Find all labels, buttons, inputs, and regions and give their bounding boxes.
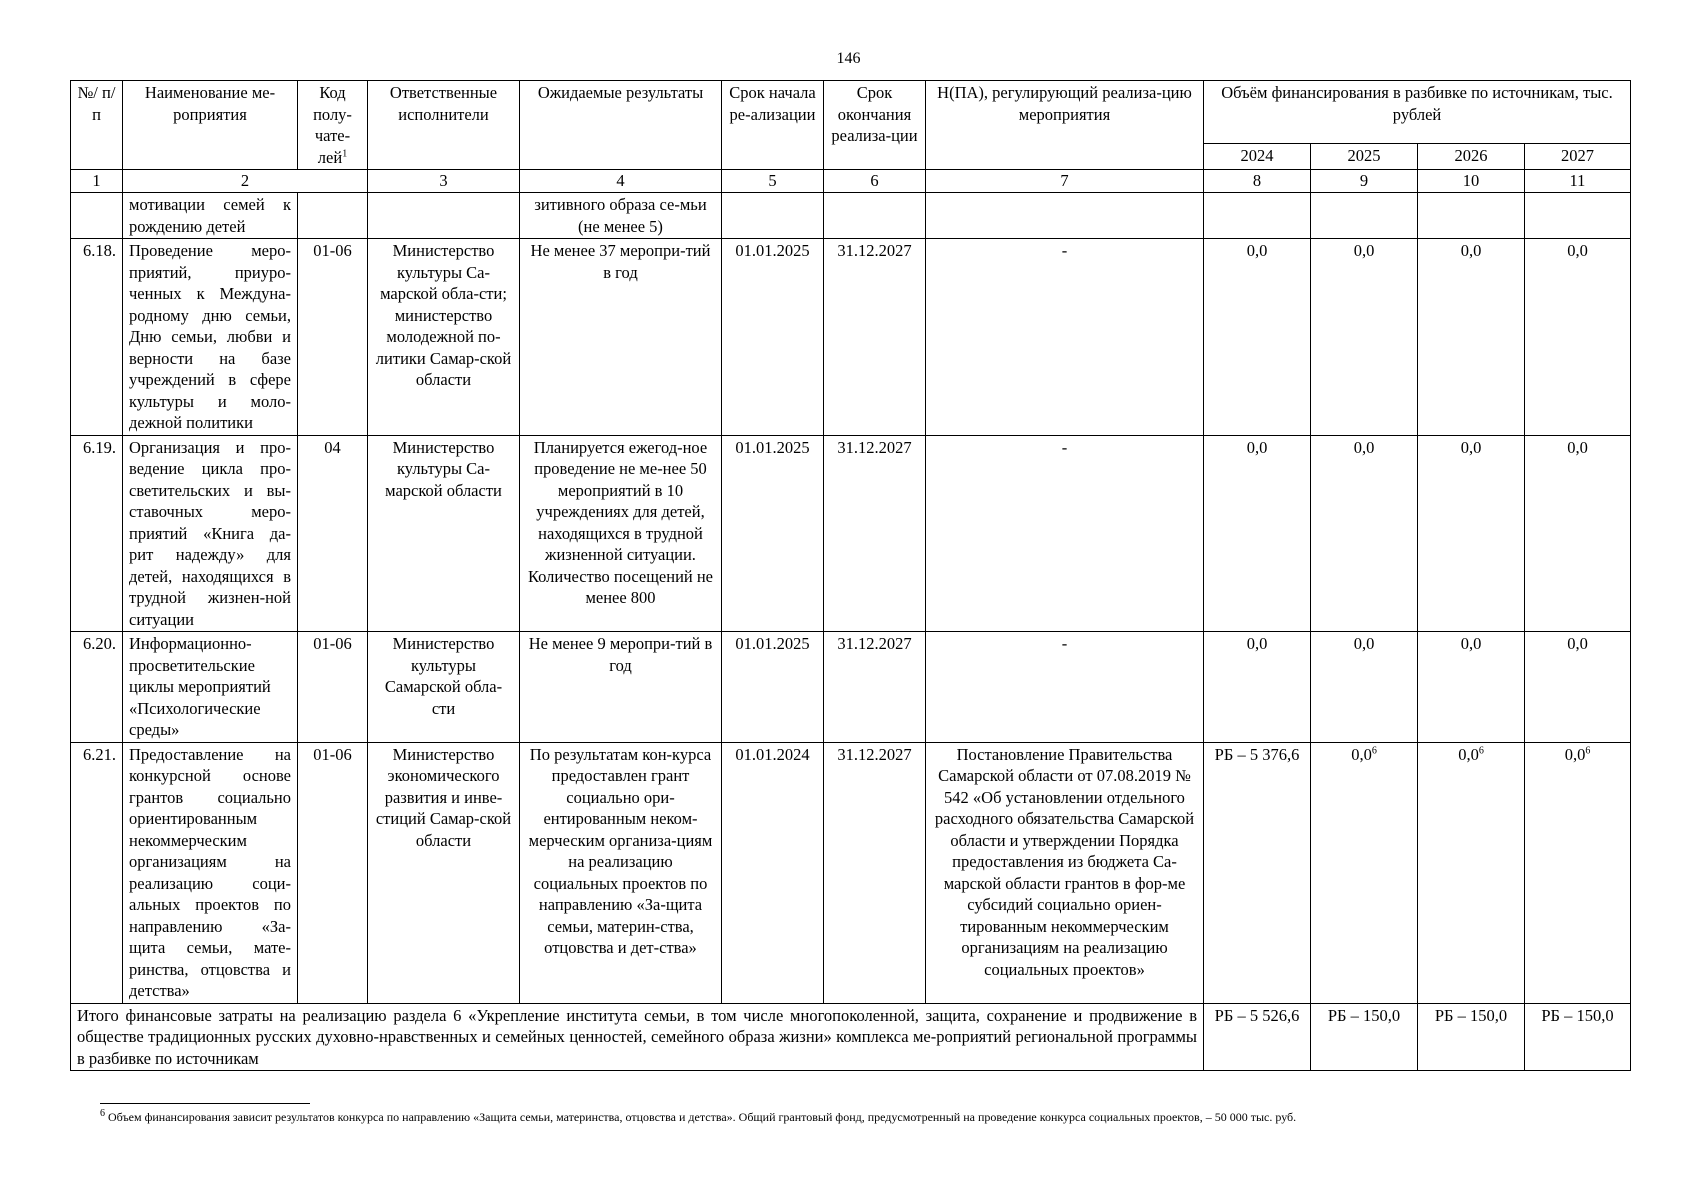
cell-num: 6.21. (71, 742, 123, 1003)
cell-2026: 0,0 (1418, 435, 1525, 632)
total-2027: РБ – 150,0 (1525, 1003, 1631, 1071)
header-name: Наименование ме-роприятия (123, 81, 298, 170)
cell-2025 (1311, 193, 1418, 239)
cell-2024: 0,0 (1204, 239, 1311, 436)
total-2024: РБ – 5 526,6 (1204, 1003, 1311, 1071)
cell-2025: 0,0 (1311, 632, 1418, 743)
header-start: Срок начала ре-ализации (722, 81, 824, 170)
header-code-footnote-mark: 1 (342, 148, 348, 159)
cell-end: 31.12.2027 (824, 632, 926, 743)
header-end: Срок окончания реализа-ции (824, 81, 926, 170)
cell-num: 6.20. (71, 632, 123, 743)
cell-2027 (1525, 742, 1631, 1003)
cell-npa: - (926, 632, 1204, 743)
header-2025: 2025 (1311, 144, 1418, 170)
cell-2024: РБ – 5 376,6 (1204, 742, 1311, 1003)
cell-start (722, 193, 824, 239)
footnote-number: 6 (100, 1108, 105, 1119)
cell-2026: 0,0 (1418, 239, 1525, 436)
cell-end: 31.12.2027 (824, 239, 926, 436)
footnote (100, 1109, 1600, 1125)
cell-responsible: Министерство культуры Са-марской обла-сти; министерство молодежной по-литики Самар-ской области (368, 239, 520, 436)
cell-code: 01-06 (298, 239, 368, 436)
cell-2025: 0,0 (1311, 435, 1418, 632)
cell-end (824, 193, 926, 239)
col-index: 2 (123, 170, 368, 193)
col-index: 1 (71, 170, 123, 193)
cell-code: 04 (298, 435, 368, 632)
cell-responsible (368, 193, 520, 239)
cell-npa: - (926, 435, 1204, 632)
total-2026: РБ – 150,0 (1418, 1003, 1525, 1071)
header-code-text: Код полу-чате-лей (313, 83, 352, 167)
cell-2025 (1311, 742, 1418, 1003)
table-row (71, 632, 1631, 743)
cell-name: Предоставление на конкурсной основе грантов социально ориентированным некоммерческим организациям на реализацию соци-альных проектов по направлению «За-щита семьи, мате-ринства, отцовства и детства» (123, 742, 298, 1003)
cell-name: Организация и про-ведение цикла про-светительских и вы-ставочных меро-приятий «Книга да-рит надежду» для детей, находящихся в трудной жизнен-ной ситуации (123, 435, 298, 632)
col-index: 3 (368, 170, 520, 193)
cell-npa (926, 193, 1204, 239)
cell-name: Информационно-просветительские циклы мероприятий «Психологические среды» (123, 632, 298, 743)
cell-code: 01-06 (298, 742, 368, 1003)
value-2025: 0,0 (1351, 744, 1372, 764)
cell-2025: 0,0 (1311, 239, 1418, 436)
cell-responsible: Министерство экономического развития и инве-стиций Самар-ской области (368, 742, 520, 1003)
cell-npa: - (926, 239, 1204, 436)
col-index: 7 (926, 170, 1204, 193)
header-funding: Объём финансирования в разбивке по источникам, тыс. рублей (1204, 81, 1631, 144)
footnote-mark: 6 (1371, 745, 1377, 756)
total-row (71, 1003, 1631, 1071)
header-expected: Ожидаемые результаты (520, 81, 722, 170)
header-code (298, 81, 368, 170)
col-index: 5 (722, 170, 824, 193)
cell-expected: зитивного образа се-мьи (не менее 5) (520, 193, 722, 239)
value-2026: 0,0 (1458, 744, 1479, 764)
cell-start: 01.01.2024 (722, 742, 824, 1003)
total-label: Итого финансовые затраты на реализацию раздела 6 «Укрепление института семьи, в том числе многопоколенной, защита, сохранение и продвижение в обществе традиционных русских духовно-нравственных и семейных ценностей, семейного образа жизни» комплекса ме-роприятий региональной программы в разбивке по источникам (71, 1003, 1204, 1071)
table-row (71, 742, 1631, 1003)
header-responsible: Ответственные исполнители (368, 81, 520, 170)
footnote-text: Объем финансирования зависит результатов конкурса по направлению «Защита семьи, материнства, отцовства и детства». Общий грантовый фонд, предусмотренный на проведение конкурса социальных проектов, – 50 000 тыс. руб. (108, 1110, 1297, 1124)
cell-2024 (1204, 193, 1311, 239)
cell-responsible: Министерство культуры Са-марской области (368, 435, 520, 632)
header-num: №/ п/п (71, 81, 123, 170)
cell-expected: Планируется ежегод-ное проведение не ме-нее 50 мероприятий в 10 учреждениях для детей, находящихся в трудной жизненной ситуации. Количество посещений не менее 800 (520, 435, 722, 632)
cell-code (298, 193, 368, 239)
header-2027: 2027 (1525, 144, 1631, 170)
cell-num (71, 193, 123, 239)
cell-code: 01-06 (298, 632, 368, 743)
program-table (70, 80, 1631, 1071)
cell-npa: Постановление Правительства Самарской области от 07.08.2019 № 542 «Об установлении отдельного расходного обязательства Самарской области и утверждении Порядка предоставления из бюджета Са-марской области грантов в фор-ме субсидий социально ориен-тированным некоммерческим организациям на реализацию социальных проектов» (926, 742, 1204, 1003)
cell-2026 (1418, 193, 1525, 239)
header-npa: Н(ПА), регулирующий реализа-цию мероприятия (926, 81, 1204, 170)
table-row (71, 239, 1631, 436)
cell-start: 01.01.2025 (722, 435, 824, 632)
cell-expected: Не менее 37 меропри-тий в год (520, 239, 722, 436)
cell-2026 (1418, 742, 1525, 1003)
footnote-separator (100, 1103, 310, 1104)
cell-num: 6.19. (71, 435, 123, 632)
total-2025: РБ – 150,0 (1311, 1003, 1418, 1071)
table-row-continuation (71, 193, 1631, 239)
header-2026: 2026 (1418, 144, 1525, 170)
col-index: 9 (1311, 170, 1418, 193)
cell-2027: 0,0 (1525, 435, 1631, 632)
cell-2027: 0,0 (1525, 239, 1631, 436)
cell-name: Проведение меро-приятий, приуро-ченных к Междуна-родному дню семьи, Дню семьи, любви и верности на базе учреждений в сфере культуры и моло-дежной политики (123, 239, 298, 436)
cell-2024: 0,0 (1204, 435, 1311, 632)
col-index: 4 (520, 170, 722, 193)
column-index-row (71, 170, 1631, 193)
col-index: 8 (1204, 170, 1311, 193)
col-index: 10 (1418, 170, 1525, 193)
value-2027: 0,0 (1564, 744, 1586, 764)
cell-expected: По результатам кон-курса предоставлен грант социально ори-ентированным неком-мерческим организа-циям на реализацию социальных проектов по направлению «За-щита семьи, материн-ства, отцовства и дет-ства» (520, 742, 722, 1003)
cell-start: 01.01.2025 (722, 239, 824, 436)
cell-2024: 0,0 (1204, 632, 1311, 743)
cell-2027 (1525, 193, 1631, 239)
header-2024: 2024 (1204, 144, 1311, 170)
col-index: 11 (1525, 170, 1631, 193)
page-number: 146 (836, 50, 861, 67)
cell-2026: 0,0 (1418, 632, 1525, 743)
header-row (71, 81, 1631, 144)
cell-responsible: Министерство культуры Самарской обла-сти (368, 632, 520, 743)
footnote-mark: 6 (1478, 745, 1484, 756)
cell-end: 31.12.2027 (824, 742, 926, 1003)
cell-num: 6.18. (71, 239, 123, 436)
cell-end: 31.12.2027 (824, 435, 926, 632)
cell-expected: Не менее 9 меропри-тий в год (520, 632, 722, 743)
footnote-mark: 6 (1585, 745, 1591, 756)
cell-name: мотивации семей к рождению детей (123, 193, 298, 239)
table-row (71, 435, 1631, 632)
col-index: 6 (824, 170, 926, 193)
cell-start: 01.01.2025 (722, 632, 824, 743)
cell-2027: 0,0 (1525, 632, 1631, 743)
